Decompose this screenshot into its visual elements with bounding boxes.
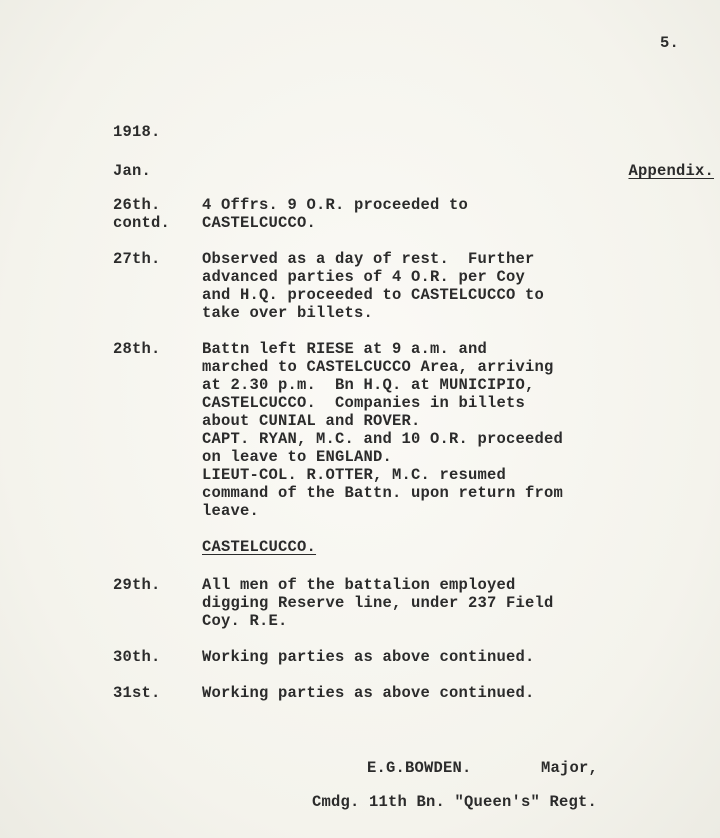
entry-text xyxy=(202,684,713,702)
entry-text-line: LIEUT-COL. R.OTTER, M.C. resumed xyxy=(202,466,507,484)
entry-date xyxy=(113,684,202,702)
signature-name: E.G.BOWDEN. xyxy=(367,759,472,777)
diary-entry xyxy=(113,340,713,520)
entry-date-line: 31st. xyxy=(113,684,161,702)
entry-date-line: contd. xyxy=(113,214,171,232)
entry-date-line: 27th. xyxy=(113,250,161,268)
entry-date-line: 30th. xyxy=(113,648,161,666)
entry-text-line: CASTELCUCCO. xyxy=(202,214,317,232)
entry-text-line: about CUNIAL and ROVER. xyxy=(202,412,421,430)
appendix-label: Appendix. xyxy=(628,162,714,180)
entry-text xyxy=(202,196,713,232)
entry-text xyxy=(202,648,713,666)
entry-text-line: at 2.30 p.m. Bn H.Q. at MUNICIPIO, xyxy=(202,376,535,394)
entry-text-line: take over billets. xyxy=(202,304,374,322)
entry-text xyxy=(202,250,713,322)
entry-date xyxy=(113,196,202,232)
entry-date xyxy=(113,648,202,666)
entry-date xyxy=(113,576,202,630)
entry-text-line: Battn left RIESE at 9 a.m. and xyxy=(202,340,488,358)
diary-entry xyxy=(113,196,713,232)
entry-text-line: command of the Battn. upon return from xyxy=(202,484,564,502)
entry-text-line: Working parties as above continued. xyxy=(202,648,535,666)
signature-rank: Major, xyxy=(541,759,599,777)
entry-text-line: leave. xyxy=(202,502,260,520)
section-heading: CASTELCUCCO. xyxy=(202,538,317,556)
month-heading: Jan. xyxy=(113,162,152,180)
entry-text-line: and H.Q. proceeded to CASTELCUCCO to xyxy=(202,286,545,304)
diary-entry xyxy=(113,576,713,630)
entry-date-line: 28th. xyxy=(113,340,161,358)
entry-text-line: marched to CASTELCUCCO Area, arriving xyxy=(202,358,554,376)
entry-text-line: digging Reserve line, under 237 Field xyxy=(202,594,554,612)
entry-text-line: on leave to ENGLAND. xyxy=(202,448,393,466)
entry-text-line: 4 Offrs. 9 O.R. proceeded to xyxy=(202,196,469,214)
signature-command: Cmdg. 11th Bn. "Queen's" Regt. xyxy=(312,793,598,811)
diary-entry xyxy=(113,684,713,702)
entry-text-line: All men of the battalion employed xyxy=(202,576,516,594)
entry-date-line: 26th. xyxy=(113,196,161,214)
entry-text-line: Coy. R.E. xyxy=(202,612,288,630)
entry-date xyxy=(113,340,202,520)
entry-text-line: CAPT. RYAN, M.C. and 10 O.R. proceeded xyxy=(202,430,564,448)
entry-date xyxy=(113,250,202,322)
diary-entries xyxy=(113,196,713,720)
entries-before-section xyxy=(113,196,713,520)
page-number: 5. xyxy=(660,34,680,52)
entry-text-line: Observed as a day of rest. Further xyxy=(202,250,535,268)
entry-text-line: Working parties as above continued. xyxy=(202,684,535,702)
entry-text xyxy=(202,576,713,630)
diary-entry xyxy=(113,648,713,666)
entry-text-line: CASTELCUCCO. Companies in billets xyxy=(202,394,526,412)
entry-date-line: 29th. xyxy=(113,576,161,594)
year-heading: 1918. xyxy=(113,123,161,141)
entry-text xyxy=(202,340,713,520)
entry-text-line: advanced parties of 4 O.R. per Coy xyxy=(202,268,526,286)
entries-after-section xyxy=(113,576,713,702)
diary-entry xyxy=(113,250,713,322)
